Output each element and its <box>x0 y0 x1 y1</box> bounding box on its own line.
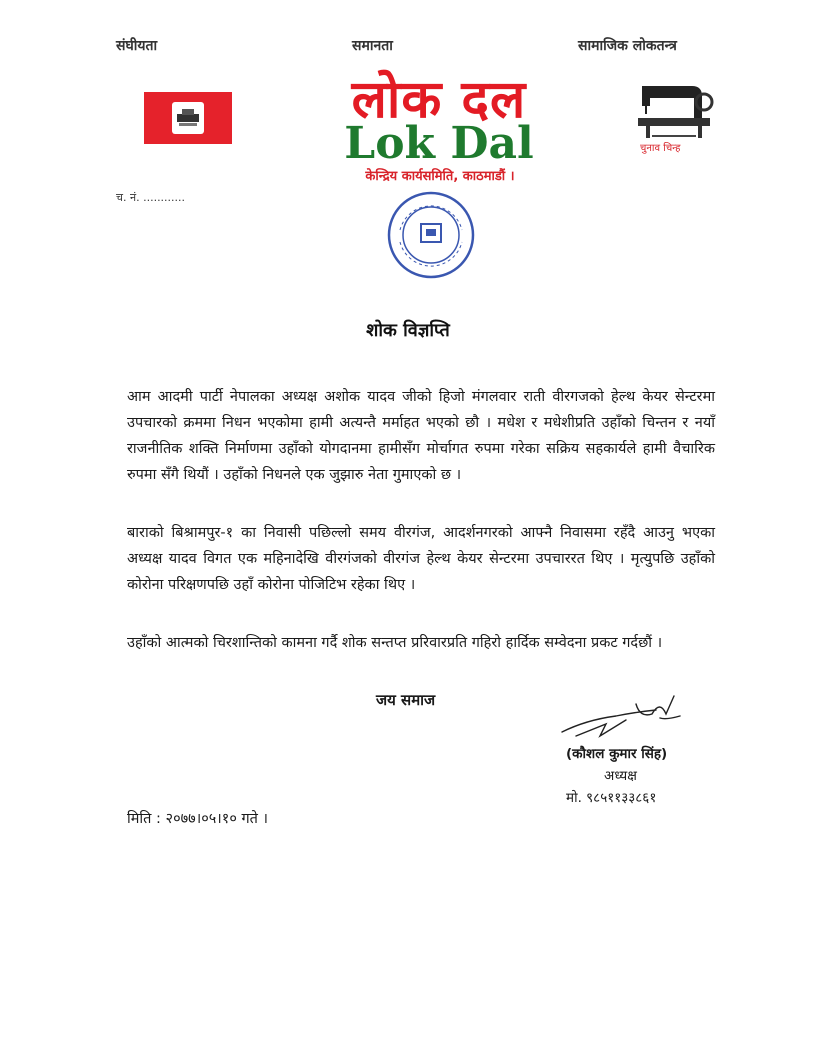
slogan-equality: समानता <box>352 38 393 54</box>
handwritten-signature <box>556 690 686 746</box>
committee-subtitle: केन्द्रिय कार्यसमिति, काठमाडौं । <box>365 169 515 184</box>
party-seal-icon <box>386 190 476 280</box>
reference-number: च. नं. ............ <box>116 191 186 204</box>
body-paragraph-1: आम आदमी पार्टी नेपालका अध्यक्ष अशोक यादव जीको हिजो मंगलवार राती वीरगजको हेल्थ केयर सेन्टरमा उपचारको क्रममा निधन भएकोमा हामी अत्यन्तै मर्माहत भएको छौ । मधेश र मधेशीप्रति उहाँको चिन्तन र नयाँ राजनीतिक शक्ति निर्माणमा उहाँको योगदानमा हामीसँग मोर्चागत रुपमा गरेका सक्रिय सहकार्यले हामी वैचारिक रुपमा सँगै थियौं । उहाँको निधनले एक जुझारु नेता गुमाएको छ । <box>127 389 715 483</box>
party-flag-icon <box>144 92 232 144</box>
signatory-title: अध्यक्ष <box>604 768 637 784</box>
party-name-nepali: लोक दल <box>351 70 527 130</box>
sewing-machine-icon <box>632 74 716 140</box>
signatory-phone: मो. ९८५११३३८६१ <box>566 790 657 806</box>
date-line: मिति : २०७७।०५।१० गते । <box>127 811 269 827</box>
notice-heading: शोक विज्ञप्ति <box>366 320 450 341</box>
slogan-federalism: संघीयता <box>116 38 158 54</box>
slogan-social-democracy: सामाजिक लोकतन्त्र <box>578 38 677 54</box>
closing-salutation: जय समाज <box>376 691 436 709</box>
body-paragraph-3: उहाँको आत्मको चिरशान्तिको कामना गर्दै शोक सन्तप्त प्ररिवारप्रति गहिरो हार्दिक सम्वेदना प्रकट गर्दछौं । <box>127 635 663 651</box>
body-paragraph-2: बाराको बिश्रामपुर-१ का निवासी पछिल्लो समय वीरगंज, आदर्शनगरको आफ्नै निवासमा रहँदै आउनु भएका अध्यक्ष यादव विगत एक महिनादेखि वीरगंजको वीरगंज हेल्थ केयर सेन्टरमा उपचाररत थिए । मृत्युपछि उहाँको कोरोना परिक्षणपछि उहाँ कोरोना पोजिटिभ रहेका थिए । <box>127 525 715 593</box>
election-symbol-caption: चुनाव चिन्ह <box>640 143 681 154</box>
signatory-name: (कौशल कुमार सिंह) <box>566 746 668 762</box>
party-name-english: Lok Dal <box>344 118 534 169</box>
